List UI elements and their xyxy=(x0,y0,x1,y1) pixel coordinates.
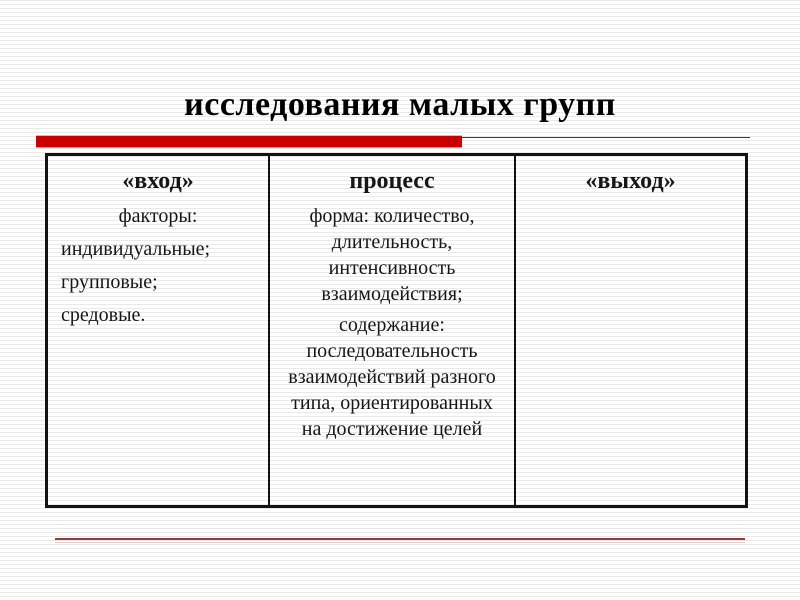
input-process-output-table xyxy=(45,153,748,508)
slide-title: исследования малых групп xyxy=(184,86,616,123)
table-column-process xyxy=(268,156,514,505)
input-factors-label: факторы: xyxy=(118,205,198,228)
footer-rule-highlight xyxy=(55,542,745,543)
input-factor-individual: индивидуальные; xyxy=(61,238,211,261)
column-header-output: «выход» xyxy=(585,168,676,194)
column-header-input: «вход» xyxy=(122,168,194,194)
table-column-output xyxy=(514,156,745,505)
column-header-process: процесс xyxy=(349,168,435,194)
table-column-input xyxy=(48,156,268,505)
process-content-paragraph: содержание: последовательность взаимодействий разного типа, ориентированных на достижение целей xyxy=(288,314,496,441)
accent-bar xyxy=(36,136,462,147)
input-factor-environment: средовые. xyxy=(61,304,146,327)
input-factor-group: групповые; xyxy=(61,271,158,294)
process-form-paragraph: форма: количество, длительность, интенсивность взаимодействия; xyxy=(309,205,475,306)
footer-rule xyxy=(55,538,745,540)
